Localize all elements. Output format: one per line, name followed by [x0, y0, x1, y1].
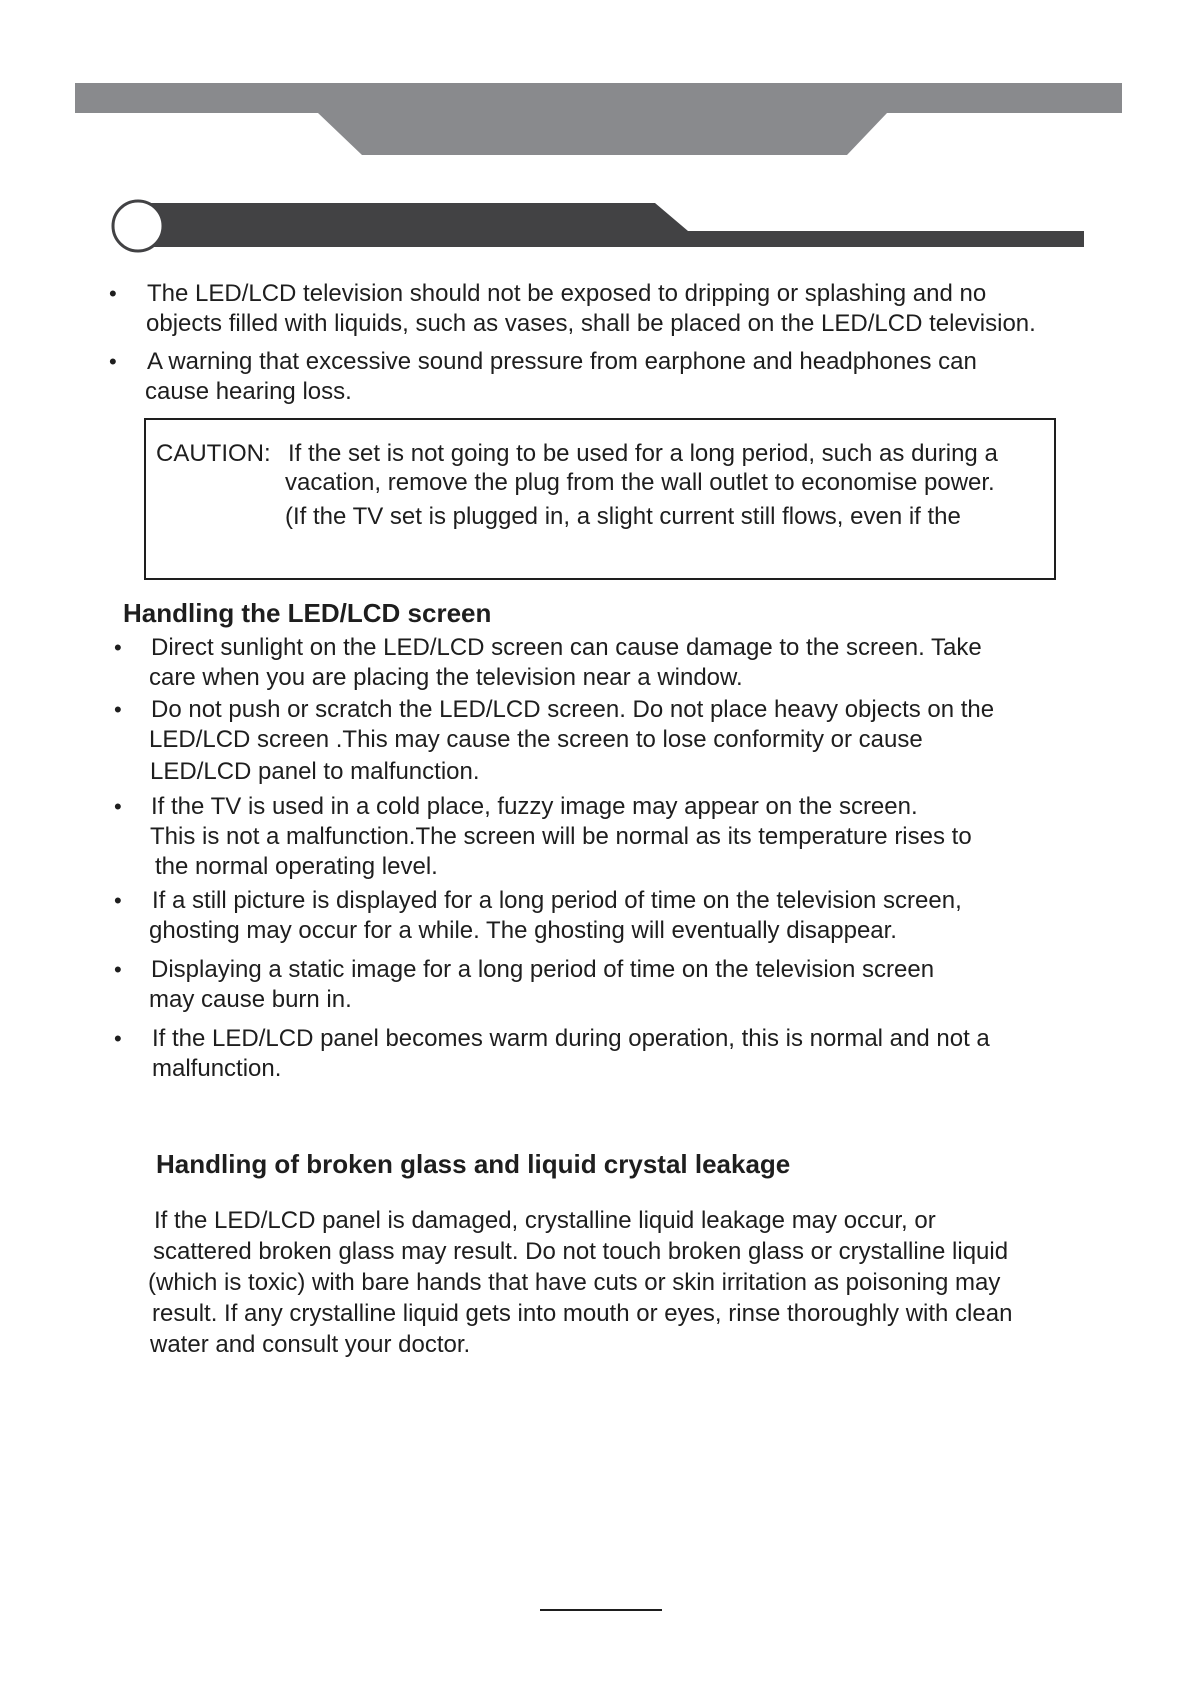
intro-bullet-1-line-2: objects filled with liquids, such as vases, shall be placed on the LED/LCD television. — [146, 310, 1036, 337]
screen-bullet-4-line-1: If a still picture is displayed for a long period of time on the television screen, — [152, 887, 962, 914]
intro-bullet-2-line-2: cause hearing loss. — [145, 378, 352, 405]
screen-bullet-5-line-2: may cause burn in. — [149, 986, 352, 1013]
screen-section-heading: Handling the LED/LCD screen — [123, 598, 492, 628]
screen-bullet-2-line-3: LED/LCD panel to malfunction. — [150, 758, 480, 785]
caution-line-2: vacation, remove the plug from the wall outlet to economise power. — [285, 469, 995, 496]
glass-paragraph-line-1: If the LED/LCD panel is damaged, crystalline liquid leakage may occur, or — [154, 1207, 936, 1234]
screen-bullet-1-line-2: care when you are placing the television near a window. — [149, 664, 743, 691]
intro-bullet-2-line-1: A warning that excessive sound pressure from earphone and headphones can — [147, 348, 977, 375]
screen-bullet-1-line-1: Direct sunlight on the LED/LCD screen can cause damage to the screen. Take — [151, 634, 982, 661]
intro-bullet-1-line-1: The LED/LCD television should not be exposed to dripping or splashing and no — [147, 280, 987, 307]
bullet-marker: • — [114, 888, 122, 913]
screen-bullet-3-line-2: This is not a malfunction.The screen will be normal as its temperature rises to — [150, 823, 972, 850]
bullet-marker: • — [114, 697, 122, 722]
screen-bullet-3-line-3: the normal operating level. — [155, 853, 438, 880]
glass-paragraph-line-3: (which is toxic) with bare hands that have cuts or skin irritation as poisoning may — [148, 1269, 1001, 1296]
footer-rule — [540, 1609, 662, 1611]
bullet-marker: • — [109, 349, 117, 374]
glass-paragraph-line-2: scattered broken glass may result. Do not touch broken glass or crystalline liquid — [153, 1238, 1009, 1265]
glass-paragraph-line-4: result. If any crystalline liquid gets into mouth or eyes, rinse thoroughly with clean — [152, 1300, 1013, 1327]
screen-bullet-6-line-1: If the LED/LCD panel becomes warm during operation, this is normal and not a — [152, 1025, 990, 1052]
glass-paragraph-line-5: water and consult your doctor. — [150, 1331, 471, 1358]
bullet-marker: • — [114, 635, 122, 660]
section-number-circle — [113, 201, 163, 251]
glass-section-heading: Handling of broken glass and liquid crystal leakage — [156, 1149, 791, 1179]
screen-bullet-2-line-2: LED/LCD screen .This may cause the screen to lose conformity or cause — [149, 726, 923, 753]
screen-bullet-3-line-1: If the TV is used in a cold place, fuzzy image may appear on the screen. — [151, 793, 918, 820]
section-title-bar — [0, 190, 1191, 260]
bullet-marker: • — [114, 957, 122, 982]
caution-line-1: If the set is not going to be used for a long period, such as during a — [288, 440, 998, 467]
header-band — [0, 0, 1191, 170]
screen-bullet-4-line-2: ghosting may occur for a while. The ghosting will eventually disappear. — [149, 917, 897, 944]
caution-label: CAUTION: — [156, 440, 271, 467]
screen-bullet-6-line-2: malfunction. — [152, 1055, 282, 1082]
bullet-marker: • — [114, 1026, 122, 1051]
bullet-marker: • — [114, 794, 122, 819]
screen-bullet-2-line-1: Do not push or scratch the LED/LCD screen. Do not place heavy objects on the — [151, 696, 995, 723]
bullet-marker: • — [109, 281, 117, 306]
caution-line-3: (If the TV set is plugged in, a slight current still flows, even if the — [285, 503, 961, 530]
screen-bullet-5-line-1: Displaying a static image for a long period of time on the television screen — [151, 956, 935, 983]
